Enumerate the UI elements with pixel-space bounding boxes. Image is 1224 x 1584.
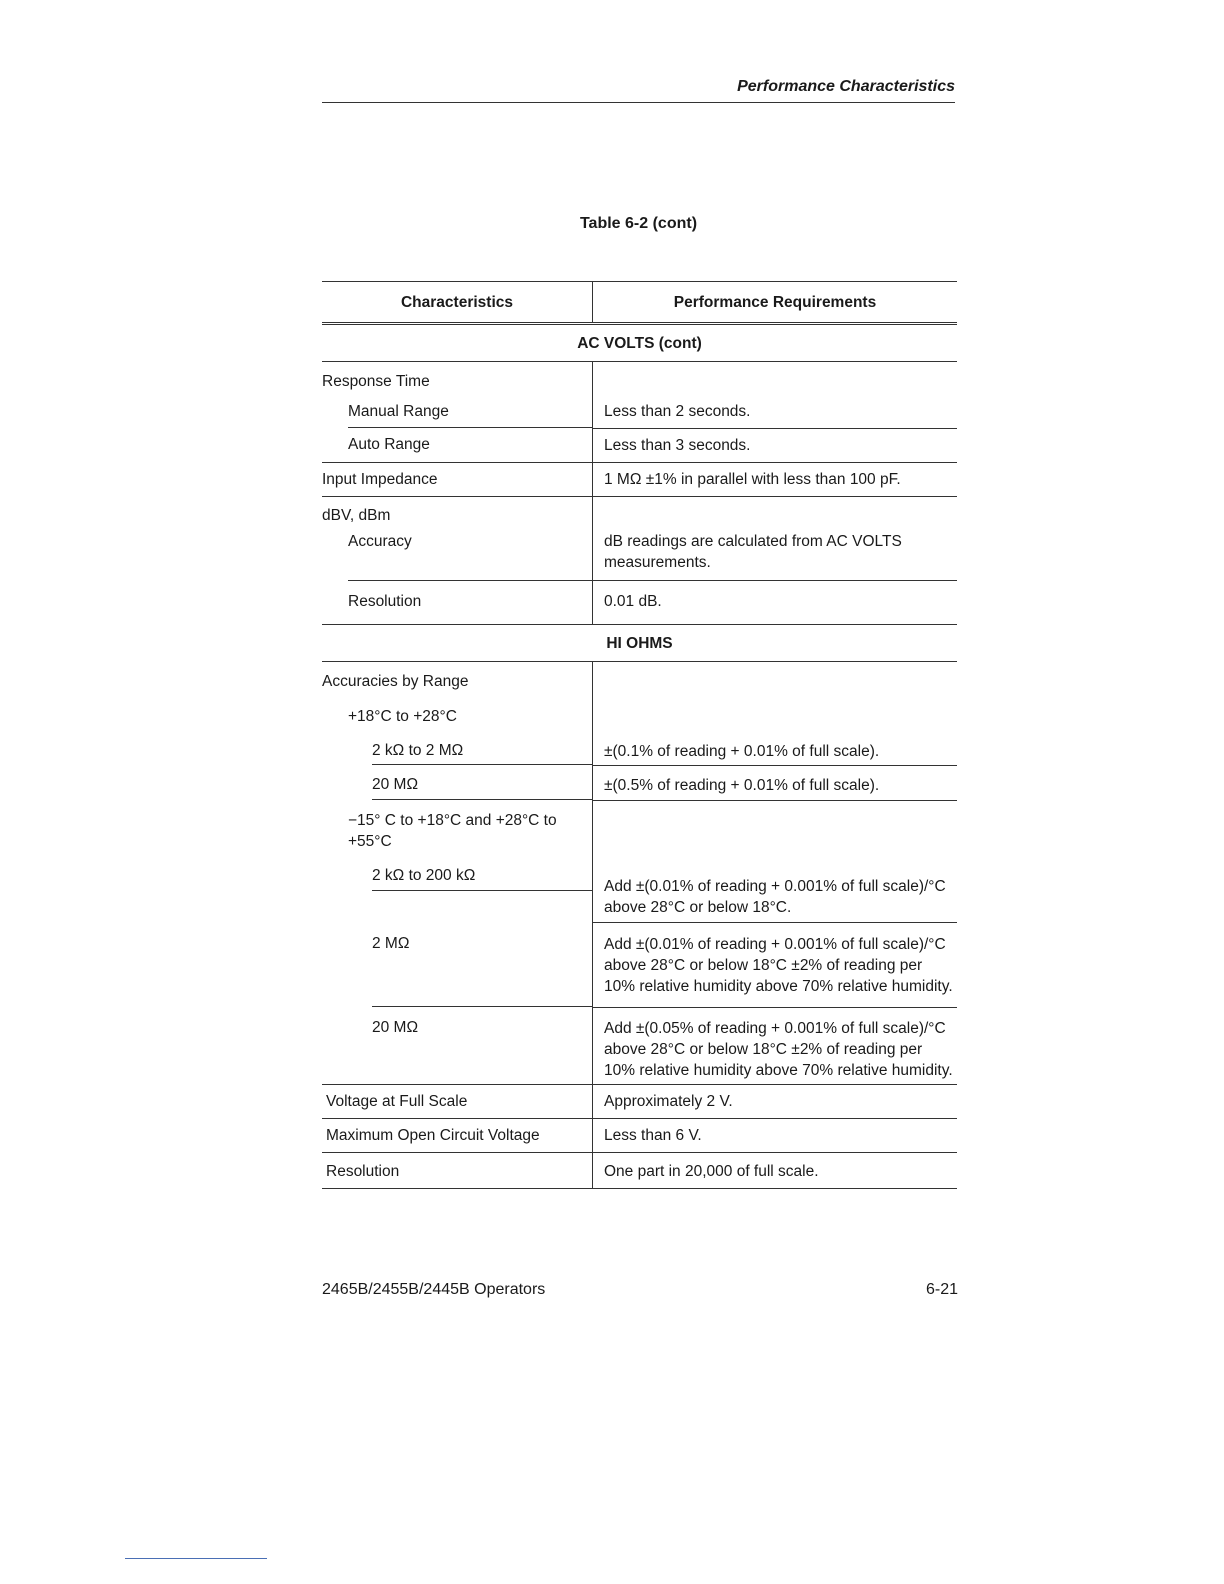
- table-header-row: [322, 282, 957, 324]
- row-value-resolution-ohms: One part in 20,000 of full scale.: [593, 1152, 958, 1188]
- page-number: 6-21: [925, 1281, 958, 1298]
- table-row: [322, 462, 957, 496]
- row-label-max-open-circuit: Maximum Open Circuit Voltage: [322, 1118, 593, 1152]
- table-row: [322, 800, 957, 922]
- row-label-temp-range-2: −15° C to +18°C and +28°C to +55°C: [348, 812, 557, 850]
- row-label-response-time: Response Time: [322, 373, 430, 390]
- row-value-accuracy: dB readings are calculated from AC VOLTS measurements.: [593, 496, 958, 581]
- row-label-2k-2m: 2 kΩ to 2 MΩ: [372, 727, 592, 765]
- table-caption: Table 6-2 (cont): [579, 215, 698, 232]
- row-label-2m: 2 MΩ: [372, 933, 592, 1007]
- table-row: [322, 392, 957, 428]
- row-value-voltage-full-scale: Approximately 2 V.: [593, 1084, 958, 1118]
- table-row: [322, 581, 957, 625]
- row-value-manual-range: Less than 2 seconds.: [593, 392, 958, 428]
- row-label-accuracy: Accuracy: [348, 526, 592, 581]
- footer-manual-title: 2465B/2455B/2445B Operators: [322, 1281, 546, 1298]
- row-label-resolution: Resolution: [348, 592, 422, 610]
- row-label-input-impedance: Input Impedance: [322, 462, 593, 496]
- table-row: [322, 765, 957, 800]
- table-row: [322, 362, 957, 393]
- spec-table: [322, 281, 957, 1189]
- row-label-20m-b: 20 MΩ: [372, 1019, 419, 1036]
- table-row: [322, 662, 957, 766]
- table-row: [322, 496, 957, 581]
- table-row: [322, 922, 957, 1007]
- column-header-requirements: Performance Requirements: [593, 282, 958, 324]
- row-label-manual-range: Manual Range: [348, 401, 592, 428]
- row-value-2m: Add ±(0.01% of reading + 0.001% of full scale)/°C above 28°C or below 18°C ±2% of reading per 10% relative humidity above 70% relative humidity.: [593, 922, 958, 1007]
- bottom-rule: [125, 1558, 267, 1559]
- table-row: [322, 1118, 957, 1152]
- row-value-input-impedance: 1 MΩ ±1% in parallel with less than 100 pF.: [593, 462, 958, 496]
- row-label-2k-200k: 2 kΩ to 200 kΩ: [372, 852, 592, 891]
- row-label-temp-range-1: +18°C to +28°C: [348, 708, 457, 725]
- row-label-dbv-dbm: dBV, dBm: [322, 506, 391, 524]
- running-header: Performance Characteristics: [737, 78, 955, 95]
- row-value-2k-200k: Add ±(0.01% of reading + 0.001% of full scale)/°C above 28°C or below 18°C.: [593, 800, 958, 922]
- row-value-20m: ±(0.5% of reading + 0.01% of full scale).: [593, 765, 958, 800]
- header-rule: [322, 102, 955, 103]
- section-hi-ohms: HI OHMS: [322, 625, 957, 662]
- row-value-max-open-circuit: Less than 6 V.: [593, 1118, 958, 1152]
- table-row: [322, 1152, 957, 1188]
- row-value-resolution: 0.01 dB.: [593, 581, 958, 625]
- section-ac-volts: AC VOLTS (cont): [322, 324, 957, 362]
- row-value-20m-b: Add ±(0.05% of reading + 0.001% of full scale)/°C above 28°C or below 18°C ±2% of reading per 10% relative humidity above 70% relative humidity.: [593, 1007, 958, 1084]
- table-row: [322, 1007, 957, 1084]
- table-row: [322, 428, 957, 462]
- row-label-voltage-full-scale: Voltage at Full Scale: [322, 1084, 593, 1118]
- row-value-2k-2m: ±(0.1% of reading + 0.01% of full scale).: [593, 662, 958, 766]
- row-value-auto-range: Less than 3 seconds.: [593, 428, 958, 462]
- table-row: [322, 1084, 957, 1118]
- row-label-20m: 20 MΩ: [372, 774, 592, 800]
- column-header-characteristics: Characteristics: [322, 282, 593, 324]
- row-label-auto-range: Auto Range: [348, 436, 430, 453]
- row-label-accuracies-by-range: Accuracies by Range: [322, 673, 469, 690]
- row-label-resolution-ohms: Resolution: [322, 1152, 593, 1188]
